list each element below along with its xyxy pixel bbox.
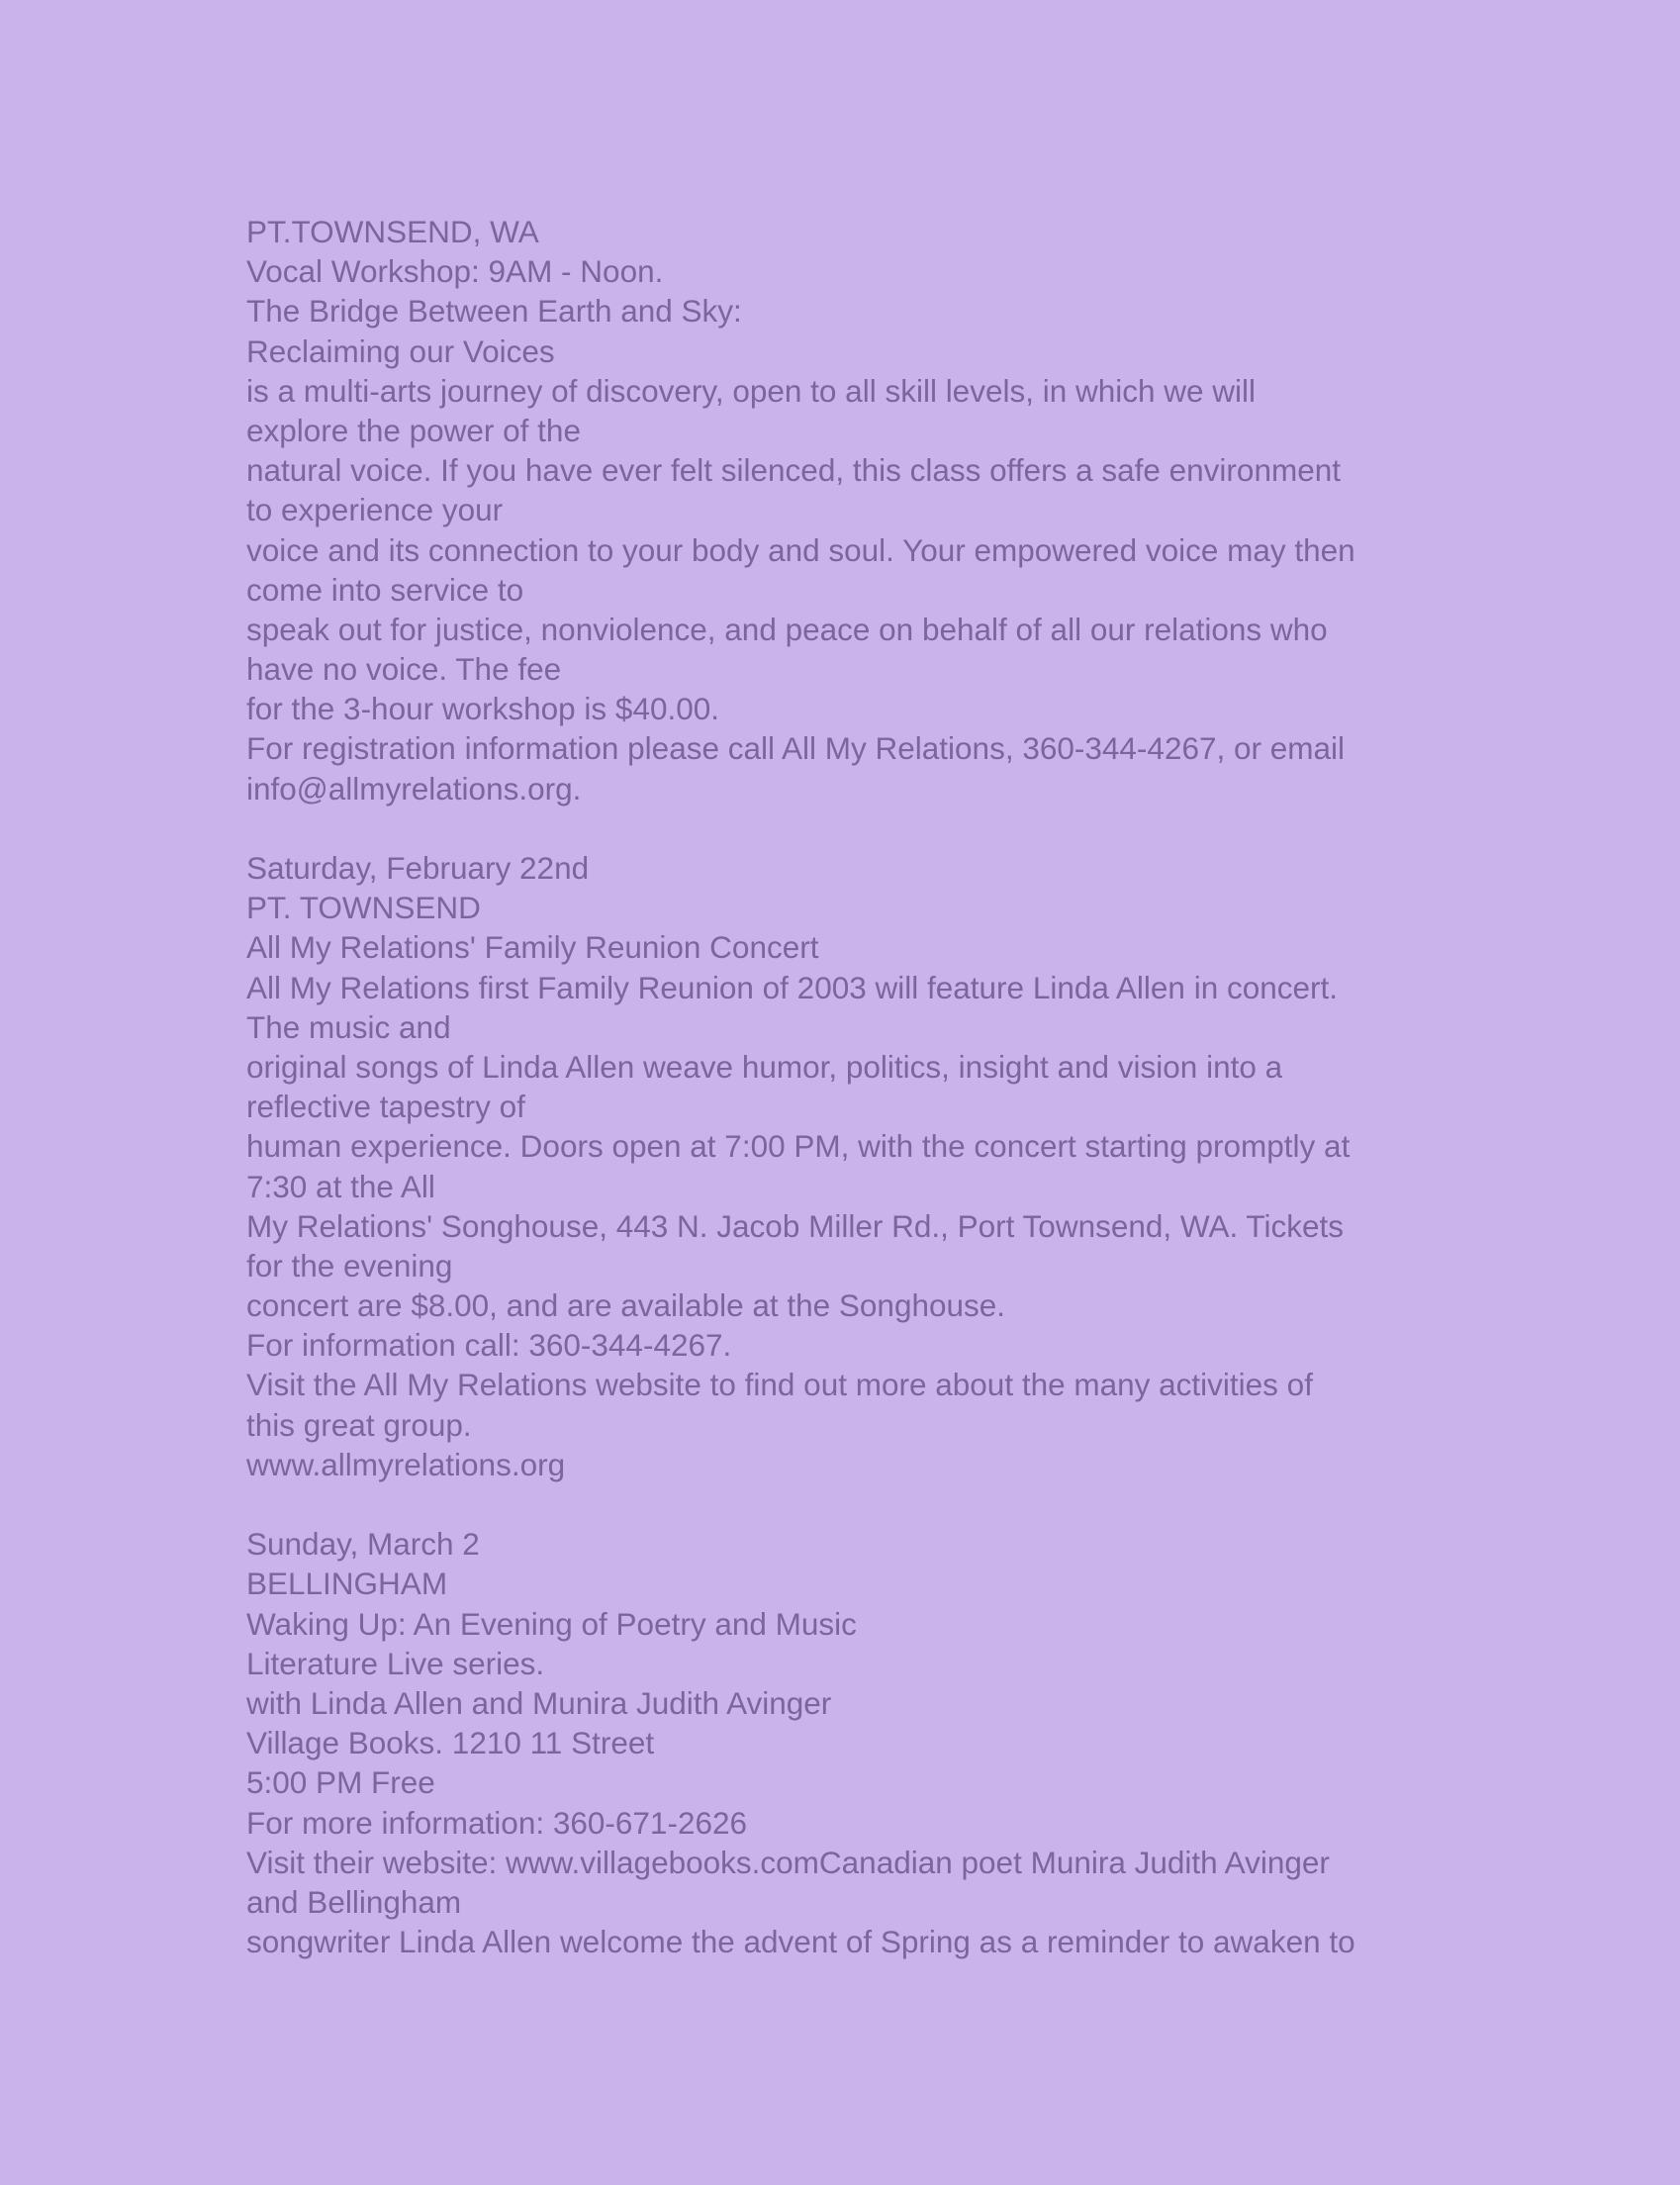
text-line: speak out for justice, nonviolence, and peace on behalf of all our relations who [246,611,1328,647]
text-line: is a multi-arts journey of discovery, open to all skill levels, in which we will [246,372,1257,409]
text-line: Vocal Workshop: 9AM - Noon. [246,253,664,290]
text-line: have no voice. The fee [246,651,562,688]
text-line: Literature Live series. [246,1645,545,1681]
text-line: songwriter Linda Allen welcome the advent of Spring as a reminder to awaken to [246,1924,1355,1960]
text-line: concert are $8.00, and are available at the Songhouse. [246,1287,1006,1324]
paragraph-gap [246,1484,1444,1524]
text-line: come into service to [246,571,524,608]
text-line: For more information: 360-671-2626 [246,1804,748,1841]
text-line: for the 3-hour workshop is $40.00. [246,691,720,727]
text-line: human experience. Doors open at 7:00 PM, with the concert starting promptly at [246,1128,1351,1165]
text-line: BELLINGHAM [246,1566,448,1602]
text-line: voice and its connection to your body and soul. Your empowered voice may then [246,531,1355,568]
text-line: 7:30 at the All [246,1168,435,1204]
text-line: Visit the All My Relations website to find out more about the many activities of [246,1367,1313,1403]
text-line: PT. TOWNSEND [246,890,481,926]
website-link: www.allmyrelations.org [246,1446,566,1482]
text-line: Sunday, March 2 [246,1526,480,1563]
text-line: For information call: 360-344-4267. [246,1327,732,1364]
text-line: and Bellingham [246,1883,462,1920]
text-line: The Bridge Between Earth and Sky: [246,293,742,330]
text-line: info@allmyrelations.org. [246,770,582,807]
text-line: natural voice. If you have ever felt silenced, this class offers a safe environment [246,452,1341,489]
text-line: My Relations' Songhouse, 443 N. Jacob Miller Rd., Port Townsend, WA. Tickets [246,1207,1345,1244]
text-line: Village Books. 1210 11 Street [246,1725,655,1761]
paragraph-gap [246,808,1444,848]
text-line: this great group. [246,1406,472,1443]
text-line: The music and [246,1008,451,1045]
text-line: reflective tapestry of [246,1089,525,1125]
text-line: 5:00 PM Free [246,1764,435,1801]
text-line: Visit their website: www.villagebooks.comCanadian poet Munira Judith Avinger [246,1844,1330,1880]
text-line: for the evening [246,1247,453,1283]
text-line: to experience your [246,492,504,528]
text-line: All My Relations first Family Reunion of 2003 will feature Linda Allen in concert. [246,969,1339,1005]
text-line: Reclaiming our Voices [246,332,555,369]
text-line: All My Relations' Family Reunion Concert [246,929,819,966]
document-text [246,212,1444,1961]
text-line: PT.TOWNSEND, WA [246,214,539,249]
text-line: with Linda Allen and Munira Judith Avinger [246,1684,832,1721]
text-line: Waking Up: An Evening of Poetry and Music [246,1605,857,1642]
text-line: Saturday, February 22nd [246,850,590,886]
text-line: original songs of Linda Allen weave humor, politics, insight and vision into a [246,1048,1283,1085]
text-line: explore the power of the [246,412,581,448]
text-line: For registration information please call All My Relations, 360-344-4267, or email [246,730,1346,767]
